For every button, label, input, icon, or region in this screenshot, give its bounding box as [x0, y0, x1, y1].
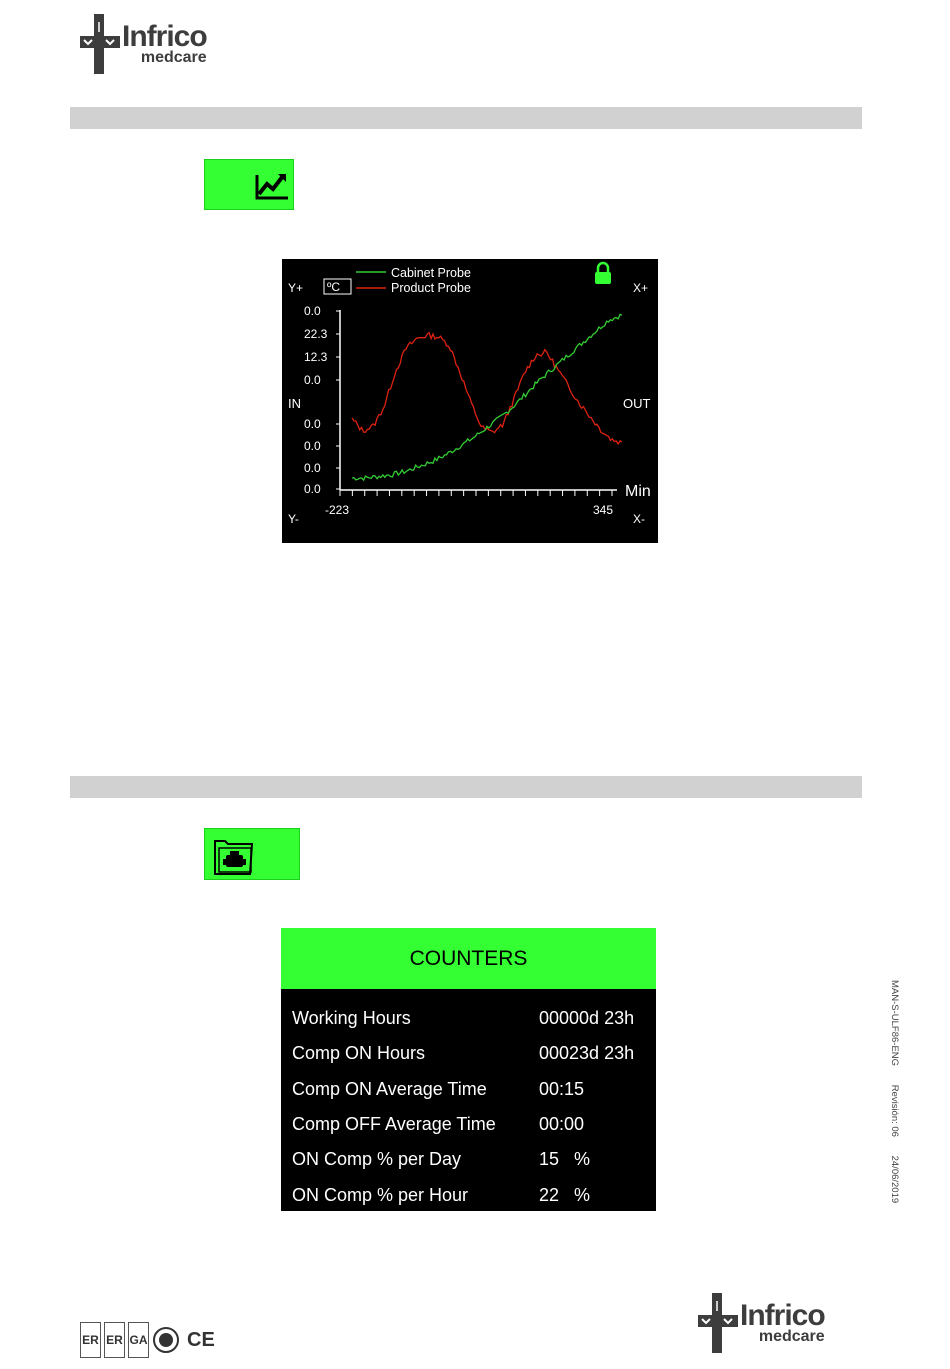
header-logo [80, 14, 207, 74]
logo-sub: medcare [140, 49, 207, 66]
y-tick-label: 0.0 [304, 461, 321, 475]
doc-code: MAN-S-ULF86-ENG [889, 980, 900, 1067]
counter-row [281, 1036, 656, 1071]
counters-screen [281, 928, 656, 1211]
y-tick-label: 0.0 [304, 373, 321, 387]
x-minus-label[interactable]: X- [633, 512, 645, 526]
logo-name: Infrico [122, 20, 207, 53]
probe-chart [282, 259, 658, 543]
counter-row [281, 1001, 656, 1036]
logo-name: Infrico [740, 1299, 825, 1332]
graph-button[interactable] [204, 159, 294, 210]
counter-row [281, 1107, 656, 1142]
counter-value: 00:00 [539, 1114, 585, 1135]
counter-label: Working Hours [292, 1008, 411, 1029]
iqnet-seal-icon [152, 1326, 180, 1354]
trend-chart-icon [205, 160, 293, 209]
unit-label: ºC [327, 280, 341, 294]
folder-printer-icon [205, 829, 299, 879]
y-tick-label: 22.3 [304, 327, 328, 341]
counter-label: Comp ON Average Time [292, 1078, 487, 1099]
counter-value: 00000d 23h [539, 1008, 635, 1029]
counter-value: 00:15 [539, 1078, 585, 1099]
cert-mark: ER [80, 1322, 101, 1358]
infrico-logo-icon [698, 1293, 738, 1353]
counter-label: ON Comp % per Hour [292, 1184, 469, 1205]
counter-row [281, 1142, 656, 1177]
cabinet-probe-line [352, 314, 622, 480]
section-bar-counters [70, 776, 862, 798]
infrico-logo-icon [80, 14, 120, 74]
section-bar-graph [70, 107, 862, 129]
footer-logo [698, 1293, 825, 1353]
counter-value: 22 % [539, 1184, 591, 1205]
min-label: Min [625, 483, 651, 500]
in-label[interactable]: IN [288, 396, 301, 411]
legend-cabinet: Cabinet Probe [391, 266, 471, 280]
lock-icon[interactable] [595, 263, 611, 284]
doc-date: 24/06/2019 [889, 1155, 900, 1204]
x-end-label: 345 [593, 503, 614, 517]
y-plus-label[interactable]: Y+ [288, 281, 304, 295]
legend-product: Product Probe [391, 281, 471, 295]
y-tick-label: 0.0 [304, 304, 321, 318]
x-plus-label[interactable]: X+ [633, 281, 649, 295]
counters-button[interactable] [204, 828, 300, 880]
certification-marks [80, 1322, 215, 1358]
out-label[interactable]: OUT [623, 396, 651, 411]
counter-label: Comp OFF Average Time [292, 1114, 496, 1135]
document-reference [889, 980, 900, 1220]
doc-revision: Revisión: 06 [889, 1084, 900, 1137]
counters-title: COUNTERS [281, 928, 656, 989]
ce-mark: CE [187, 1328, 215, 1351]
counter-value: 15 % [539, 1149, 591, 1170]
y-minus-label[interactable]: Y- [288, 512, 299, 526]
counter-label: ON Comp % per Day [292, 1149, 462, 1170]
counter-row [281, 1072, 656, 1107]
counter-row [281, 1177, 656, 1212]
cert-mark: ER [104, 1322, 125, 1358]
y-tick-label: 12.3 [304, 350, 328, 364]
counter-label: Comp ON Hours [292, 1043, 426, 1064]
graph-screen [282, 259, 658, 543]
y-tick-label: 0.0 [304, 439, 321, 453]
counter-value: 00023d 23h [539, 1043, 635, 1064]
cert-mark: GA [128, 1322, 149, 1358]
x-start-label: -223 [325, 503, 350, 517]
y-tick-label: 0.0 [304, 482, 321, 496]
logo-sub: medcare [758, 1328, 825, 1345]
y-tick-label: 0.0 [304, 417, 321, 431]
